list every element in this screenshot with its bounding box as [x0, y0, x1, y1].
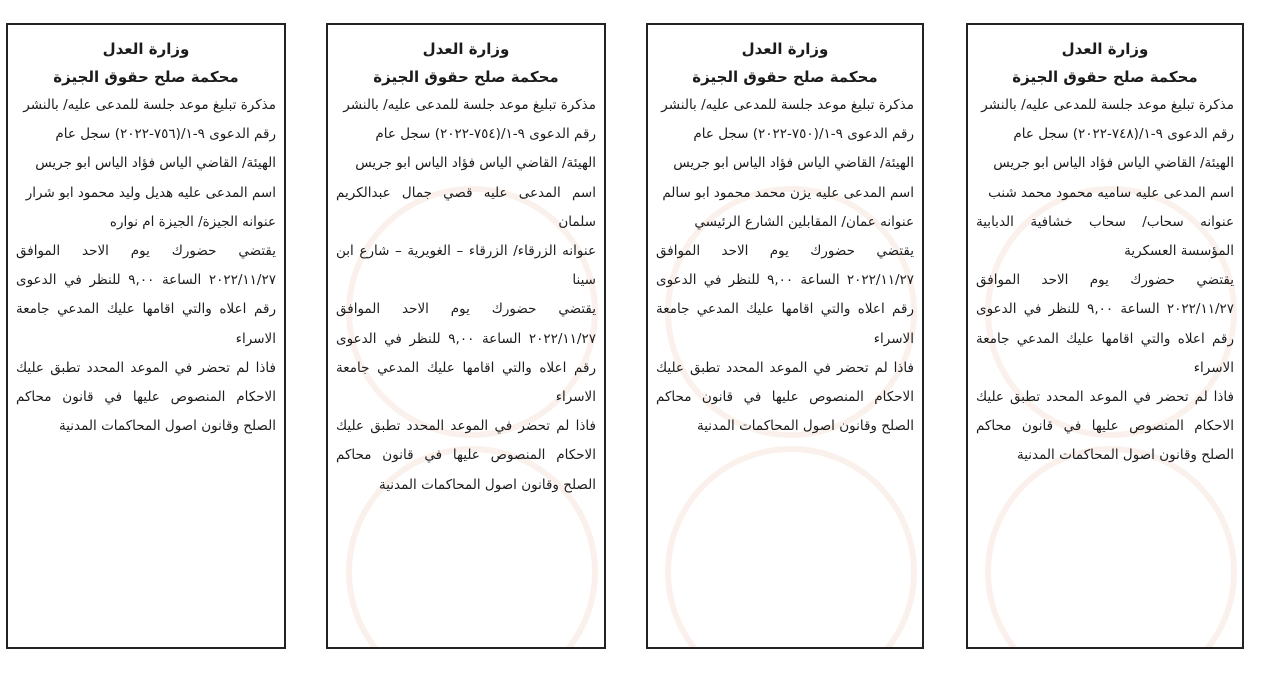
warning-paragraph: فاذا لم تحضر في الموعد المحدد تطبق عليك الاحكام المنصوص عليها في قانون محاكم الصلح وقانون اصول المحاكمات المدنية [16, 359, 276, 435]
attendance-paragraph: يقتضي حضورك يوم الاحد الموافق ٢٠٢٢/١١/٢٧ الساعة ٩,٠٠ للنظر في الدعوى رقم اعلاه والتي اقامها عليك المدعي جامعة الاسراء [16, 243, 276, 347]
case-number: رقم الدعوى ٩-١/(٧٥٠-٢٠٢٢) سجل عام [693, 126, 914, 143]
ministry-heading: وزارة العدل [422, 40, 510, 58]
attendance-paragraph: يقتضي حضورك يوم الاحد الموافق ٢٠٢٢/١١/٢٧ الساعة ٩,٠٠ للنظر في الدعوى رقم اعلاه والتي اقامها عليك المدعي جامعة الاسراء [656, 243, 914, 347]
court-notice-754 [326, 23, 606, 649]
case-number: رقم الدعوى ٩-١/(٧٥٦-٢٠٢٢) سجل عام [55, 126, 276, 143]
ministry-heading: وزارة العدل [1061, 40, 1149, 58]
court-notice-750 [646, 23, 924, 649]
court-notice-748 [966, 23, 1244, 649]
defendant-name: اسم المدعى عليه هديل وليد محمود ابو شرار [25, 184, 276, 201]
defendant-name: اسم المدعى عليه يزن محمد محمود ابو سالم [662, 184, 914, 201]
defendant-address: عنوانه الجيزة/ الجيزة ام نواره [109, 213, 276, 230]
warning-paragraph: فاذا لم تحضر في الموعد المحدد تطبق عليك الاحكام المنصوص عليها في قانون محاكم الصلح وقانون اصول المحاكمات المدنية [656, 359, 914, 435]
judge-panel: الهيئة/ القاضي الياس فؤاد الياس ابو جريس [355, 155, 596, 172]
defendant-address: عنوانه الزرقاء/ الزرقاء – الغويرية – شارع ابن سينا [336, 243, 596, 289]
court-heading: محكمة صلح حقوق الجيزة [1012, 68, 1198, 86]
notice-body [336, 91, 596, 500]
defendant-name: اسم المدعى عليه ساميه محمود محمد شنب [988, 184, 1234, 201]
memo-line: مذكرة تبليغ موعد جلسة للمدعى عليه/ بالنشر [981, 97, 1234, 113]
defendant-name: اسم المدعى عليه قصي جمال عبدالكريم سلمان [336, 184, 596, 230]
notice-body [976, 91, 1234, 471]
warning-paragraph: فاذا لم تحضر في الموعد المحدد تطبق عليك الاحكام المنصوص عليها في قانون محاكم الصلح وقانون اصول المحاكمات المدنية [976, 389, 1234, 464]
court-heading: محكمة صلح حقوق الجيزة [373, 68, 559, 86]
warning-paragraph: فاذا لم تحضر في الموعد المحدد تطبق عليك الاحكام المنصوص عليها في قانون محاكم الصلح وقانون اصول المحاكمات المدنية [336, 418, 596, 493]
court-heading: محكمة صلح حقوق الجيزة [53, 68, 239, 86]
defendant-address: عنوانه عمان/ المقابلين الشارع الرئيسي [694, 213, 914, 230]
attendance-paragraph: يقتضي حضورك يوم الاحد الموافق ٢٠٢٢/١١/٢٧ الساعة ٩,٠٠ للنظر في الدعوى رقم اعلاه والتي اقامها عليك المدعي جامعة الاسراء [976, 272, 1234, 376]
defendant-address: عنوانه سحاب/ سحاب خشافية الدبابية المؤسسة العسكرية [976, 213, 1234, 260]
notice-body [656, 91, 914, 441]
ministry-heading: وزارة العدل [741, 40, 829, 58]
court-notice-756 [6, 23, 286, 649]
memo-line: مذكرة تبليغ موعد جلسة للمدعى عليه/ بالنشر [343, 97, 596, 113]
watermark-clock-icon [665, 446, 917, 649]
memo-line: مذكرة تبليغ موعد جلسة للمدعى عليه/ بالنشر [661, 97, 914, 113]
judge-panel: الهيئة/ القاضي الياس فؤاد الياس ابو جريس [673, 155, 914, 172]
ministry-heading: وزارة العدل [102, 40, 190, 58]
case-number: رقم الدعوى ٩-١/(٧٤٨-٢٠٢٢) سجل عام [1013, 126, 1234, 143]
case-number: رقم الدعوى ٩-١/(٧٥٤-٢٠٢٢) سجل عام [375, 126, 596, 143]
attendance-paragraph: يقتضي حضورك يوم الاحد الموافق ٢٠٢٢/١١/٢٧ الساعة ٩,٠٠ للنظر في الدعوى رقم اعلاه والتي اقامها عليك المدعي جامعة الاسراء [336, 301, 596, 406]
judge-panel: الهيئة/ القاضي الياس فؤاد الياس ابو جريس [993, 155, 1234, 172]
judge-panel: الهيئة/ القاضي الياس فؤاد الياس ابو جريس [35, 155, 276, 172]
watermark-clock-icon [985, 446, 1237, 649]
court-heading: محكمة صلح حقوق الجيزة [692, 68, 878, 86]
notice-body [16, 91, 276, 441]
memo-line: مذكرة تبليغ موعد جلسة للمدعى عليه/ بالنشر [23, 97, 276, 113]
